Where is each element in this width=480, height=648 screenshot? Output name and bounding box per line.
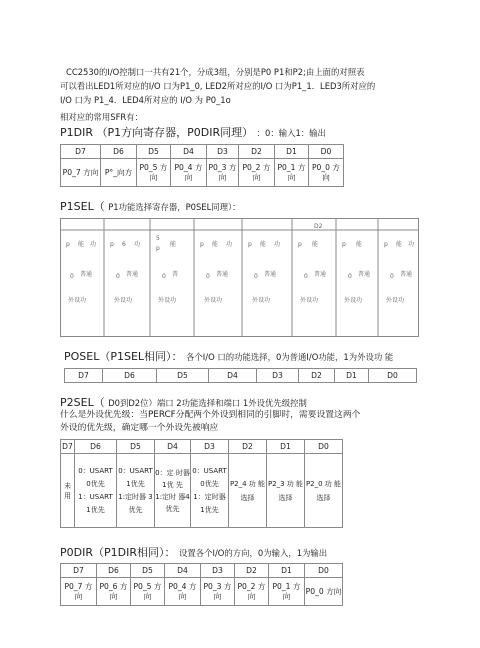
p2sel-header-d6: D6 (75, 440, 117, 454)
svg-text:0: 0 (254, 273, 258, 280)
svg-text:D2: D2 (314, 223, 323, 230)
svg-text:外设功: 外设功 (68, 297, 87, 304)
p0dir-cell-d0: P0_0 方向 (305, 578, 343, 606)
p0dir-cell-d4: P0_4 方向 (165, 578, 201, 606)
p2sel-table (60, 439, 343, 528)
p0dir-header-d5: D5 (131, 564, 165, 578)
p2sel-cell-d5: 0：USART 1优先 1:定时器 3优先 (117, 454, 155, 528)
p2sel-header-d0: D0 (305, 440, 343, 454)
p0dir-header-d7: D7 (61, 564, 97, 578)
p0sel-heading (64, 350, 393, 364)
p0sel-desc: 各个I/O 口的功能选择，0为普通I/O功能，1为外设功 能 (186, 352, 394, 362)
p0dir-header-d6: D6 (97, 564, 131, 578)
p2sel-header-d2: D2 (229, 440, 267, 454)
p0dir-cell-d3: P0_3 方向 (201, 578, 235, 606)
svg-text:5: 5 (156, 235, 160, 242)
svg-text:普通: 普通 (400, 271, 413, 278)
svg-text:外设功: 外设功 (344, 297, 363, 304)
p2sel-line-2: 什么是外设优先级：当PERCF分配两个外设到相同的引脚时，需要设置这两个 (60, 410, 361, 420)
svg-text:0: 0 (206, 273, 210, 280)
p0sel-header-d1: D1 (335, 369, 369, 383)
p2sel-line-3: 外设的优先级，确定哪一个外设先被响应 (60, 423, 219, 433)
p2sel-title: P2SEL（ (60, 396, 105, 409)
svg-text:能: 能 (78, 241, 85, 248)
p2sel-header-d1: D1 (267, 440, 305, 454)
p1dir-cell-d7: P0_7 方向 (61, 159, 101, 187)
p0sel-header-d4: D4 (209, 369, 257, 383)
p0dir-cell-d7: P0_7 方向 (61, 578, 97, 606)
p2sel-header-d3: D3 (191, 440, 229, 454)
p0dir-title: P0DIR（P1DIR相同）： (60, 546, 176, 559)
svg-text:0: 0 (116, 273, 120, 280)
svg-text:p: p (110, 241, 114, 248)
p0dir-cell-d2: P0_2 方向 (235, 578, 269, 606)
p1dir-desc: （P1方向寄存器，P0DIR同理） (96, 126, 254, 139)
svg-text:能: 能 (260, 241, 267, 248)
p1dir-table (60, 144, 344, 187)
svg-text:p: p (384, 241, 388, 248)
svg-text:0: 0 (70, 273, 74, 280)
svg-text:能: 能 (212, 241, 219, 248)
p2sel-header-d5: D5 (117, 440, 155, 454)
p0dir-cell-d5: P0_5 方向 (131, 578, 165, 606)
p0dir-header-d4: D4 (165, 564, 201, 578)
svg-text:外设功: 外设功 (252, 297, 271, 304)
svg-text:0: 0 (348, 273, 352, 280)
p1dir-header-d6: D6 (101, 145, 137, 159)
p1dir-header-d3: D3 (207, 145, 239, 159)
p1sel-title: P1SEL（ (60, 200, 105, 213)
p2sel-header-d4: D4 (155, 440, 191, 454)
svg-text:普: 普 (172, 271, 179, 278)
svg-text:普通: 普通 (314, 271, 327, 278)
p0sel-header-d3: D3 (257, 369, 299, 383)
p1dir-header-d0: D0 (309, 145, 344, 159)
p2sel-cell-d6: 0：USART 0优先 1：USART 1优先 (75, 454, 117, 528)
p2sel-desc: D0到D2位）端口 2功能选择和端口 1外设优先级控制 (108, 398, 307, 408)
p0dir-table (60, 563, 343, 606)
p2sel-cell-d2: P2_4 功 能选择 (229, 454, 267, 528)
svg-text:能: 能 (170, 241, 177, 248)
p0dir-header-d3: D3 (201, 564, 235, 578)
p2sel-cell-d3: 0：USART 0优先 1：定时器 1优先 (191, 454, 229, 528)
p1dir-cell-d4: P0_4 方向 (171, 159, 207, 187)
svg-text:功: 功 (226, 241, 233, 248)
p0sel-header-d5: D5 (157, 369, 209, 383)
p1dir-header-d5: D5 (137, 145, 171, 159)
p1dir-cell-d0: P0_0 方向 (309, 159, 344, 187)
svg-text:p: p (156, 245, 160, 252)
p2sel-heading (60, 396, 307, 410)
intro-line-1: CC2530的I/O控制口一共有21个，分成3组，分别是P0 P1和P2;由上面的对照表 (66, 67, 365, 77)
svg-text:外设功: 外设功 (386, 297, 405, 304)
p1dir-cell-d1: P0_1 方向 (275, 159, 309, 187)
svg-text:p: p (298, 241, 302, 248)
intro-line-4: 相对应的常用SFR有： (60, 112, 143, 122)
p0dir-desc: 设置各个I/O的方向，0为输入，1为输出 (178, 548, 328, 558)
svg-text:功: 功 (90, 241, 97, 248)
svg-text:外设功: 外设功 (114, 297, 133, 304)
p0sel-header-d0: D0 (369, 369, 417, 383)
p1dir-heading (60, 126, 326, 140)
intro-line-3: I/O 口为 P1_4．LED4所对应的 I/O 为 P0_1o (60, 95, 231, 105)
svg-text:0: 0 (162, 273, 166, 280)
p2sel-cell-d1: P2_3 功 能选择 (267, 454, 305, 528)
svg-text:p: p (200, 241, 204, 248)
svg-text:能: 能 (356, 241, 363, 248)
p1dir-title: P1DIR (60, 126, 93, 139)
p1dir-header-d4: D4 (171, 145, 207, 159)
svg-text:0: 0 (390, 273, 394, 280)
p1dir-header-d1: D1 (275, 145, 309, 159)
p1dir-cell-d3: P0_3 方向 (207, 159, 239, 187)
p1dir-header-d7: D7 (61, 145, 101, 159)
p0sel-title: POSEL（P1SEL相同）： (64, 350, 183, 363)
svg-text:p: p (248, 241, 252, 248)
p0dir-cell-d1: P0_1 方向 (269, 578, 305, 606)
svg-text:功: 功 (134, 241, 141, 248)
p1sel-heading (60, 200, 241, 214)
svg-text:功: 功 (274, 241, 281, 248)
svg-text:6: 6 (122, 241, 126, 248)
p2sel-cell-d7: 未用 (61, 454, 75, 528)
svg-text:外设功: 外设功 (300, 297, 319, 304)
svg-text:普通: 普通 (126, 271, 139, 278)
p0sel-table (64, 368, 417, 383)
p0dir-header-d2: D2 (235, 564, 269, 578)
p1sel-desc: P1功能选择寄存器，P0SEL同理）： (108, 202, 241, 212)
p2sel-cell-d4: 0：定 时器1优 先 1:定时 器4优先 (155, 454, 191, 528)
p0sel-header-d2: D2 (299, 369, 335, 383)
p2sel-header-d7: D7 (61, 440, 75, 454)
p1dir-header-d2: D2 (239, 145, 275, 159)
svg-text:能: 能 (396, 241, 403, 248)
svg-text:外设功: 外设功 (158, 297, 177, 304)
svg-text:p: p (342, 241, 346, 248)
svg-text:0: 0 (304, 273, 308, 280)
svg-text:外设功: 外设功 (204, 297, 223, 304)
p0dir-heading (60, 546, 327, 560)
p0sel-header-d7: D7 (65, 369, 103, 383)
intro-line-2: 可以看出LED1所对应的I/O 口为P1_0, LED2所对应的I/O 口为P1_1．LED3所对应的 (60, 81, 376, 91)
p1dir-cell-d5: P0_5 方向 (137, 159, 171, 187)
svg-text:p: p (66, 241, 70, 248)
svg-text:普通: 普通 (358, 271, 371, 278)
p0dir-header-d1: D1 (269, 564, 305, 578)
p1dir-cell-d6: P°_向方 (101, 159, 137, 187)
svg-text:功: 功 (408, 241, 415, 248)
p0dir-cell-d6: P0_6 方向 (97, 578, 131, 606)
p2sel-cell-d0: P2_0 功 能选择 (305, 454, 343, 528)
svg-text:普通: 普通 (216, 271, 229, 278)
svg-text:能: 能 (312, 241, 319, 248)
svg-text:普通: 普通 (80, 271, 93, 278)
p0sel-header-d6: D6 (103, 369, 157, 383)
svg-text:普通: 普通 (264, 271, 277, 278)
p1dir-cell-d2: P0_2 方向 (239, 159, 275, 187)
p1dir-note: ：0：输入1：输出 (256, 128, 326, 138)
p1sel-table-image (60, 218, 420, 338)
p0dir-header-d0: D0 (305, 564, 343, 578)
